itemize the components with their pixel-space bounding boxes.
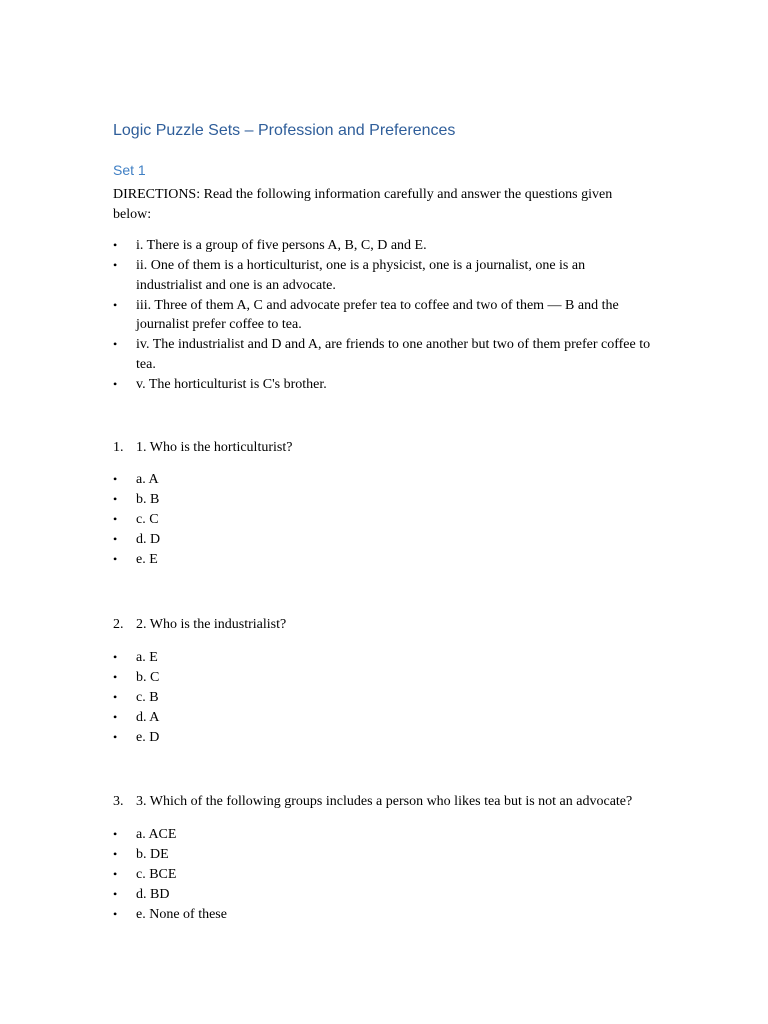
bullet-icon: • — [113, 887, 118, 901]
question-text: 3. Which of the following groups includes a person who likes tea but is not an advocate? — [136, 794, 633, 809]
question-3-options — [113, 825, 653, 925]
option-item — [113, 905, 653, 925]
bullet-icon: • — [113, 376, 118, 391]
option-item — [113, 865, 653, 885]
option-item — [113, 688, 653, 708]
info-text: v. The horticulturist is C's brother. — [136, 376, 327, 392]
option-text: e. D — [136, 730, 160, 745]
option-text: e. E — [136, 552, 158, 567]
option-text: b. DE — [136, 847, 169, 862]
info-text: iv. The industrialist and D and A, are friends to one another but two of them prefer coffee to tea. — [136, 337, 651, 372]
bullet-icon: • — [113, 907, 118, 921]
bullet-icon: • — [113, 847, 118, 861]
info-list — [113, 236, 653, 395]
option-item — [113, 648, 653, 668]
option-text: c. C — [136, 512, 159, 527]
bullet-icon: • — [113, 532, 118, 546]
bullet-icon: • — [113, 238, 118, 252]
option-text: a. ACE — [136, 827, 177, 842]
question-number: 1. — [113, 440, 124, 455]
option-text: d. D — [136, 532, 161, 547]
question-2-options — [113, 648, 653, 748]
question-2 — [113, 615, 673, 635]
option-text: e. None of these — [136, 907, 227, 922]
question-number: 3. — [113, 794, 124, 809]
option-item — [113, 470, 653, 490]
directions-paragraph: DIRECTIONS: Read the following information carefully and answer the questions given below: — [113, 187, 613, 222]
bullet-icon: • — [113, 690, 118, 704]
option-item — [113, 825, 653, 845]
option-text: c. BCE — [136, 867, 177, 882]
option-item — [113, 885, 653, 905]
bullet-icon: • — [113, 297, 118, 312]
option-item — [113, 668, 653, 688]
info-item — [113, 296, 653, 335]
info-text: iii. Three of them A, C and advocate prefer tea to coffee and two of them — B and the journalist prefer coffee to tea. — [136, 297, 619, 332]
info-item — [113, 375, 653, 395]
info-text: ii. One of them is a horticulturist, one is a physicist, one is a journalist, one is an industrialist and one is an advocate. — [136, 258, 586, 293]
question-text: 2. Who is the industrialist? — [136, 617, 287, 632]
bullet-icon: • — [113, 650, 118, 664]
option-text: b. C — [136, 670, 160, 685]
bullet-icon: • — [113, 670, 118, 684]
set-heading: Set 1 — [113, 162, 146, 178]
document-title: Logic Puzzle Sets – Profession and Preferences — [113, 122, 456, 139]
option-text: c. B — [136, 690, 159, 705]
option-item — [113, 530, 653, 550]
bullet-icon: • — [113, 552, 118, 566]
question-number: 2. — [113, 617, 124, 632]
option-item — [113, 708, 653, 728]
info-item — [113, 256, 653, 295]
bullet-icon: • — [113, 472, 118, 486]
question-text: 1. Who is the horticulturist? — [136, 440, 293, 455]
info-item — [113, 335, 653, 374]
option-text: a. E — [136, 650, 158, 665]
bullet-icon: • — [113, 512, 118, 526]
bullet-icon: • — [113, 710, 118, 724]
bullet-icon: • — [113, 337, 118, 351]
option-item — [113, 845, 653, 865]
option-text: a. A — [136, 472, 159, 487]
bullet-icon: • — [113, 492, 118, 506]
question-3 — [113, 792, 673, 812]
info-text: i. There is a group of five persons A, B, C, D and E. — [136, 238, 427, 253]
option-item — [113, 510, 653, 530]
question-1 — [113, 438, 673, 458]
option-text: d. BD — [136, 887, 170, 902]
option-item — [113, 490, 653, 510]
bullet-icon: • — [113, 867, 118, 881]
bullet-icon: • — [113, 258, 118, 272]
option-item — [113, 728, 653, 748]
option-text: d. A — [136, 710, 160, 725]
bullet-icon: • — [113, 827, 118, 841]
bullet-icon: • — [113, 730, 118, 744]
info-item — [113, 236, 653, 256]
option-item — [113, 550, 653, 570]
option-text: b. B — [136, 492, 160, 507]
question-1-options — [113, 470, 653, 570]
